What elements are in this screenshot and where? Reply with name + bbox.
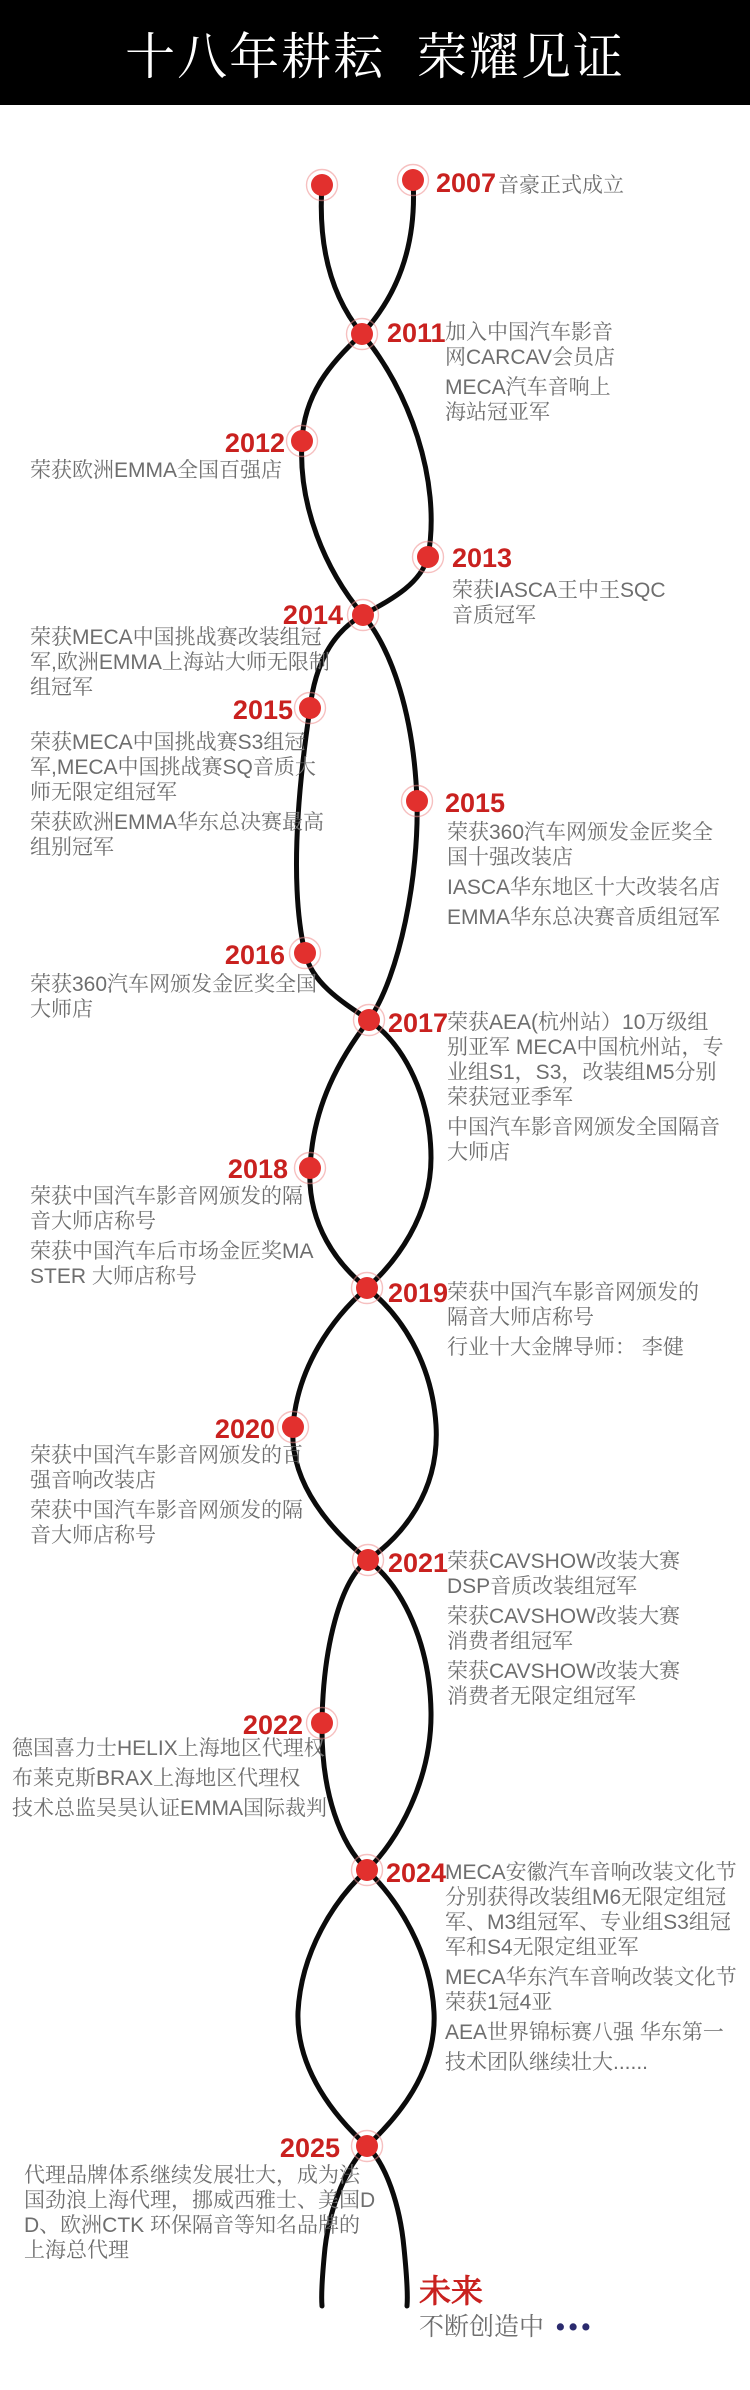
- year-label-2024: 2024: [386, 1858, 447, 1888]
- timeline-dot-2011: [351, 323, 373, 345]
- milestone-text-2013: [452, 578, 680, 633]
- year-label-2020: 2020: [214, 1414, 275, 1444]
- year-label-2015-right: 2015: [445, 788, 506, 818]
- achievement-line: 荣获中国汽车后市场金匠奖MASTER 大师店称号: [30, 1240, 314, 1288]
- milestone-text-2011: [445, 320, 627, 430]
- timeline-dot-2007-b: [402, 169, 424, 191]
- milestone-text-2012: [30, 458, 330, 488]
- future-status-text: 不断创造中: [419, 2313, 545, 2341]
- achievement-line: 荣获中国汽车影音网颁发的百强音响改装店: [30, 1444, 303, 1492]
- year-label-2007: 2007: [436, 168, 497, 198]
- achievement-line: 荣获欧洲EMMA全国百强店: [30, 459, 282, 482]
- milestone-text-2018: [30, 1184, 318, 1294]
- achievement-line: 代理品牌体系继续发展壮大，成为法国劲浪上海代理，挪威西雅士、美国DD、欧洲CTK 环保隔音等知名品牌的上海总代理: [24, 2164, 376, 2262]
- timeline-dot-2020: [282, 1416, 304, 1438]
- achievement-line: 荣获MECA中国挑战赛S3组冠军,MECA中国挑战赛SQ音质大师无限定组冠军: [30, 731, 316, 804]
- future-status-row: [419, 2314, 594, 2341]
- achievement-line: 荣获360汽车网颁发金匠奖全国大师店: [30, 973, 318, 1021]
- timeline-dot-2018: [299, 1157, 321, 1179]
- milestone-text-2024: [445, 1860, 747, 2080]
- timeline-dot-2022: [311, 1712, 333, 1734]
- achievement-line: MECA安徽汽车音响改装文化节分别获得改装组M6无限定组冠军、M3组冠军、专业组S3组冠军和S4无限定组亚军: [445, 1861, 737, 1959]
- achievement-line: EMMA华东总决赛音质组冠军: [447, 906, 720, 929]
- timeline-dot-2012: [291, 430, 313, 452]
- achievement-line: 荣获欧洲EMMA华东总决赛最高组别冠军: [30, 811, 324, 859]
- milestone-text-2017: [447, 1010, 729, 1170]
- achievement-line: 荣获IASCA王中王SQC音质冠军: [452, 579, 666, 627]
- achievement-line: 荣获CAVSHOW改装大赛消费者组冠军: [447, 1605, 680, 1653]
- achievement-line: 荣获360汽车网颁发金匠奖全国十强改装店: [447, 821, 714, 869]
- year-label-2015-left: 2015: [232, 695, 293, 725]
- achievement-line: 荣获中国汽车影音网颁发的隔音大师店称号: [447, 1281, 699, 1329]
- achievement-line: 荣获CAVSHOW改装大赛消费者无限定组冠军: [447, 1660, 680, 1708]
- achievement-line: 技术团队继续壮大......: [445, 2051, 649, 2074]
- year-label-2012: 2012: [224, 428, 285, 458]
- timeline-dot-2007-a: [311, 174, 333, 196]
- achievement-line: AEA世界锦标赛八强 华东第一: [445, 2021, 724, 2044]
- year-label-2013: 2013: [452, 543, 513, 573]
- timeline-dot-2024: [356, 1859, 378, 1881]
- year-label-2022: 2022: [242, 1710, 303, 1740]
- achievement-line: 荣获MECA中国挑战赛改装组冠军,欧洲EMMA上海站大师无限制组冠军: [30, 626, 330, 699]
- achievement-line: 中国汽车影音网颁发全国隔音大师店: [447, 1116, 720, 1164]
- achievement-line: 加入中国汽车影音网CARCAV会员店: [445, 321, 615, 369]
- milestone-text-2015-right: [447, 820, 729, 935]
- year-label-2017: 2017: [388, 1008, 449, 1038]
- timeline-dot-2014: [352, 604, 374, 626]
- milestone-text-2016: [30, 972, 322, 1027]
- page-title: 十八年耕耘 荣耀见证: [125, 28, 625, 85]
- achievement-line: 荣获CAVSHOW改装大赛DSP音质改装组冠军: [447, 1550, 680, 1598]
- achievement-line: 荣获中国汽车影音网颁发的隔音大师店称号: [30, 1185, 303, 1233]
- achievement-line: 荣获AEA(杭州站）10万级组别亚军 MECA中国杭州站，专业组S1，S3，改装组M5分别荣获冠亚季军: [447, 1011, 724, 1109]
- achievement-line: MECA华东汽车音响改装文化节荣获1冠4亚: [445, 1966, 737, 2014]
- year-label-2011: 2011: [387, 318, 446, 348]
- future-ellipsis: •••: [556, 2313, 595, 2341]
- milestone-text-2025: [24, 2163, 376, 2268]
- year-label-2018: 2018: [227, 1154, 288, 1184]
- year-label-2016: 2016: [224, 940, 285, 970]
- timeline-dot-2017: [358, 1009, 380, 1031]
- achievement-line: 荣获中国汽车影音网颁发的隔音大师店称号: [30, 1499, 303, 1547]
- timeline-dot-2019: [356, 1277, 378, 1299]
- achievement-line: MECA汽车音响上海站冠亚军: [445, 376, 611, 424]
- timeline-dot-2021: [357, 1549, 379, 1571]
- achievement-line: 音豪正式成立: [498, 174, 624, 197]
- milestone-text-2015-left: [30, 730, 328, 865]
- achievement-line: 技术总监吴昊认证EMMA国际裁判: [12, 1797, 327, 1820]
- milestone-text-2020: [30, 1443, 312, 1553]
- achievement-line: IASCA华东地区十大改装名店: [447, 876, 721, 899]
- achievement-line: 行业十大金牌导师： 李健: [447, 1336, 684, 1359]
- year-label-2021: 2021: [388, 1548, 449, 1578]
- year-label-2019: 2019: [388, 1278, 449, 1308]
- milestone-text-2019: [447, 1280, 712, 1365]
- milestone-text-2021: [447, 1549, 695, 1714]
- timeline-dot-2025: [356, 2135, 378, 2157]
- achievement-line: 德国喜力士HELIX上海地区代理权: [12, 1737, 325, 1760]
- achievement-line: 布莱克斯BRAX上海地区代理权: [12, 1767, 301, 1790]
- timeline-dot-2016: [294, 942, 316, 964]
- milestone-text-2007: [498, 173, 748, 203]
- timeline-dot-2015-right: [406, 790, 428, 812]
- milestone-text-2014: [30, 625, 335, 705]
- year-label-2025: 2025: [279, 2133, 340, 2163]
- timeline-dot-2013: [417, 546, 439, 568]
- future-label: 未来: [419, 2273, 484, 2309]
- milestone-text-2022: [12, 1736, 350, 1826]
- timeline-strand-b: [302, 180, 437, 2306]
- year-label-2014: 2014: [282, 600, 343, 630]
